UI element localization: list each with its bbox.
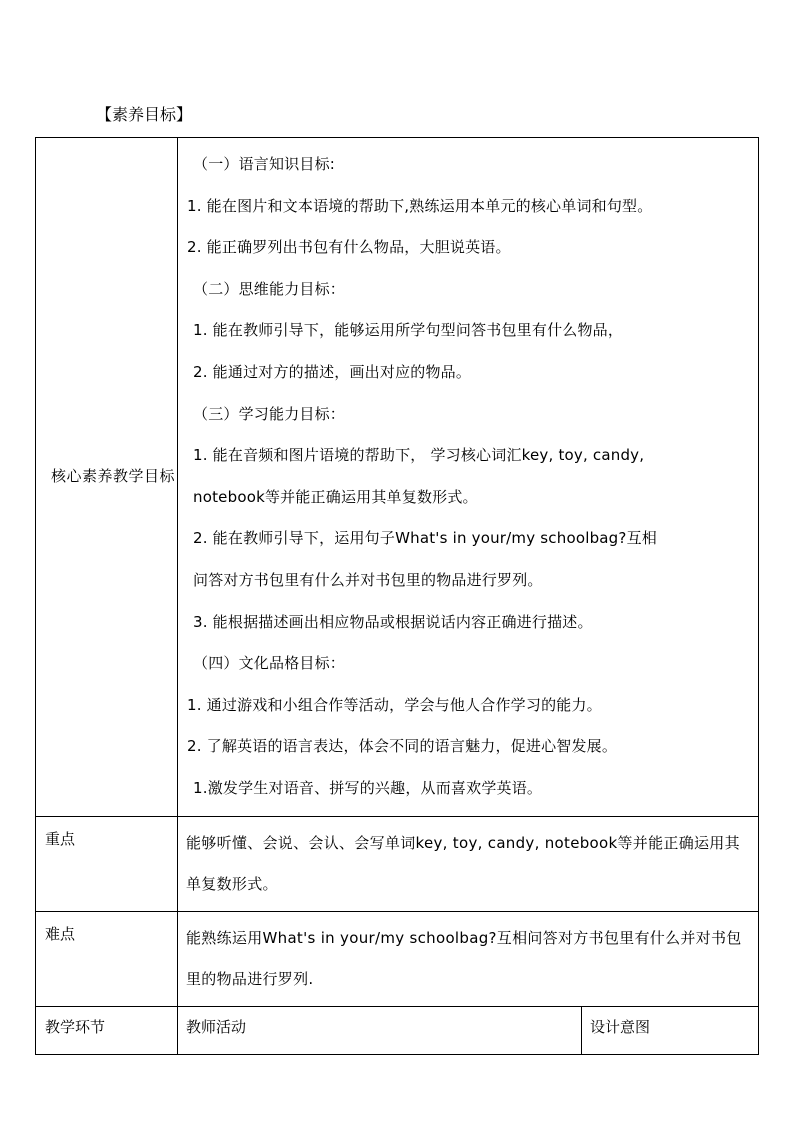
- header-cell-design-intent: [582, 1006, 759, 1054]
- goal-item: 2. 了解英语的语言表达，体会不同的语言魅力，促进心智发展。: [187, 737, 618, 756]
- difficulties-text: 能熟练运用What's in your/my schoolbag?互相问答对方书包里有什么并对书包里的物品进行罗列.: [186, 928, 742, 988]
- goal-item: 1. 能在图片和文本语境的帮助下,熟练运用本单元的核心单词和句型。: [187, 196, 653, 215]
- goal-heading-learning: （三）学习能力目标：: [193, 404, 346, 423]
- goal-item: 3. 能根据描述画出相应物品或根据说话内容正确进行描述。: [193, 612, 593, 631]
- goal-item-continuation: 问答对方书包里有什么并对书包里的物品进行罗列。: [193, 570, 543, 589]
- goal-item: 2. 能通过对方的描述，画出对应的物品。: [193, 362, 472, 381]
- table-row-key-points: [36, 816, 759, 911]
- goal-item: 2. 能正确罗列出书包有什么物品，大胆说英语。: [187, 238, 511, 257]
- header-cell-teaching-stage: [36, 1006, 178, 1054]
- header-cell-teacher-activity: [178, 1006, 582, 1054]
- goal-item: 2. 能在教师引导下，运用句子What's in your/my schoolbag?互相: [193, 529, 657, 548]
- goal-item: 1. 能在教师引导下，能够运用所学句型问答书包里有什么物品，: [193, 321, 624, 340]
- goals-list: [178, 138, 758, 816]
- teacher-activity-header: 教师活动: [186, 1017, 247, 1036]
- goal-item: 1. 能在音频和图片语境的帮助下， 学习核心词汇key, toy, candy,: [193, 446, 645, 465]
- key-points-label: 重点: [45, 829, 76, 848]
- goal-heading-thinking: （二）思维能力目标：: [193, 279, 346, 298]
- key-points-label-cell: [36, 816, 178, 911]
- difficulties-content-cell: [178, 911, 759, 1006]
- goal-item: 1. 通过游戏和小组合作等活动，学会与他人合作学习的能力。: [187, 695, 602, 714]
- key-points-text: 能够听懂、会说、会认、会写单词key, toy, candy, notebook等并能正确运用其单复数形式。: [186, 833, 740, 893]
- table-row-column-headers: [36, 1006, 759, 1054]
- key-points-content-cell: [178, 816, 759, 911]
- core-goals-content-cell: [178, 138, 759, 817]
- goal-heading-language: （一）语言知识目标:: [193, 155, 336, 173]
- table-row-core-goals: [36, 138, 759, 817]
- objectives-table: [35, 137, 759, 1055]
- difficulties-label: 难点: [45, 924, 76, 943]
- difficulties-label-cell: [36, 911, 178, 1006]
- goal-item-continuation: notebook等并能正确运用其单复数形式。: [193, 487, 478, 506]
- teaching-stage-header: 教学环节: [45, 1017, 106, 1036]
- goal-heading-culture: （四）文化品格目标：: [193, 654, 346, 673]
- goal-item: 1.激发学生对语音、拼写的兴趣，从而喜欢学英语。: [193, 778, 543, 797]
- table-row-difficulties: [36, 911, 759, 1006]
- core-goals-label: 核心素养教学目标: [51, 467, 176, 486]
- section-heading: 【素养目标】: [96, 105, 193, 124]
- core-goals-label-cell: [36, 138, 178, 817]
- design-intent-header: 设计意图: [590, 1017, 651, 1036]
